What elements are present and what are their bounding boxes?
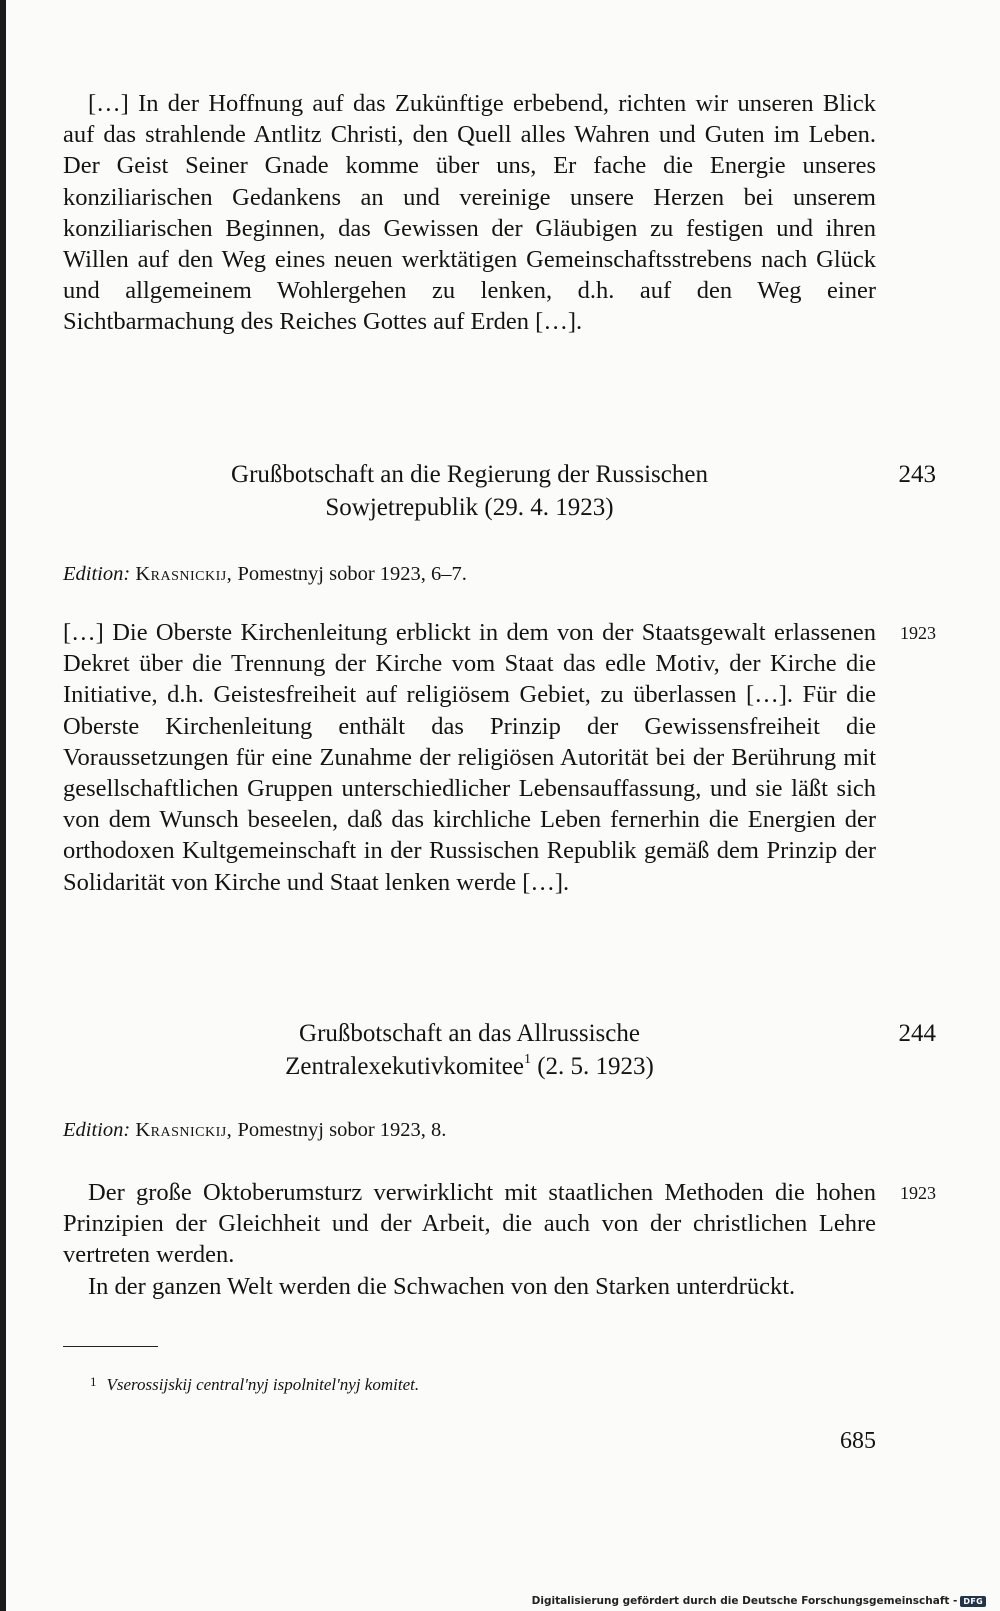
edition-author: Krasnickij,: [135, 563, 233, 585]
document-number-244: 244: [898, 1020, 936, 1047]
title-line-2: Sowjetrepublik (29. 4. 1923): [325, 494, 614, 521]
document-text-244-para-2: In der ganzen Welt werden die Schwachen von den Starken unterdrückt.: [88, 1272, 796, 1300]
footnote-text: Vserossijskij central'nyj ispolnitel'nyj komitet.: [106, 1375, 420, 1394]
document-text-243: [63, 617, 876, 898]
title-line-2-date: (2. 5. 1923): [530, 1053, 654, 1080]
footnote: [90, 1374, 419, 1397]
edition-line-244: [63, 1117, 446, 1143]
edition-source: Pomestnyj sobor 1923, 8.: [237, 1119, 447, 1141]
document-number-243: 243: [898, 461, 936, 488]
dfg-logo: DFG: [960, 1596, 986, 1607]
title-line-1: Grußbotschaft an das Allrussische: [299, 1020, 640, 1047]
document-title-244: [63, 1017, 876, 1083]
edition-line-243: [63, 561, 467, 587]
edition-source: Pomestnyj sobor 1923, 6–7.: [237, 563, 467, 585]
document-text-244: [63, 1177, 876, 1302]
digitization-credit: [532, 1595, 986, 1607]
title-line-2-text: Zentralexekutivkomitee: [285, 1053, 524, 1080]
margin-year-243: 1923: [900, 623, 936, 643]
scan-edge: [0, 0, 6, 1611]
intro-paragraph: [63, 88, 876, 338]
edition-label: Edition:: [63, 563, 131, 585]
footnote-reference: 1: [523, 1051, 531, 1067]
edition-label: Edition:: [63, 1119, 131, 1141]
footnote-divider: [63, 1346, 158, 1347]
page-number: 685: [840, 1428, 876, 1454]
edition-author: Krasnickij,: [135, 1119, 233, 1141]
footnote-mark: 1: [90, 1374, 97, 1389]
credit-text: Digitalisierung gefördert durch die Deutsche Forschungsgemeinschaft -: [531, 1595, 958, 1607]
document-text-244-para-1: Der große Oktoberumsturz verwirklicht mit staatlichen Methoden die hohen Prinzipien der Gleichheit und der Arbeit, die auch von der christlichen Lehre vertreten werden.: [63, 1179, 876, 1269]
margin-year-244: 1923: [900, 1183, 936, 1203]
document-title-243: [63, 458, 876, 524]
title-line-1: Grußbotschaft an die Regierung der Russischen: [231, 461, 708, 488]
title-line-2: [63, 1050, 876, 1083]
document-text-243-content: […] Die Oberste Kirchenleitung erblickt in dem von der Staatsgewalt erlassenen Dekret über die Trennung der Kirche vom Staat das edle Motiv, der Kirche die Initiative, d.h. Geistesfreiheit auf religiösem Gebiet, zu überlassen […]. Für die Oberste Kirchenleitung enthält das Prinzip der Gewissensfreiheit die Voraussetzungen für eine Zunahme der religiösen Autorität bei der Berührung mit gesellschaftlichen Gruppen unterschiedlicher Lebensauffassung, und sie läßt sich von dem Wunsch beseelen, daß das kirchliche Leben fernerhin die Energien der orthodoxen Kultgemeinschaft in der Russischen Republik gemäß dem Prinzip der Solidarität von Kirche und Staat lenken werde […].: [63, 619, 876, 896]
intro-paragraph-text: […] In der Hoffnung auf das Zukünftige erbebend, richten wir unseren Blick auf das strahlende Antlitz Christi, den Quell alles Wahren und Guten im Leben. Der Geist Seiner Gnade komme über uns, Er fache die Energie unseres konziliarischen Gedankens an und vereinige unsere Herzen bei unserem konziliarischen Beginnen, das Gewissen der Gläubigen zu festigen und ihren Willen auf den Weg eines neuen werktätigen Gemeinschaftsstrebens nach Glück und allgemeinem Wohlergehen zu lenken, d.h. auf den Weg einer Sichtbarmachung des Reiches Gottes auf Erden […].: [63, 90, 876, 336]
